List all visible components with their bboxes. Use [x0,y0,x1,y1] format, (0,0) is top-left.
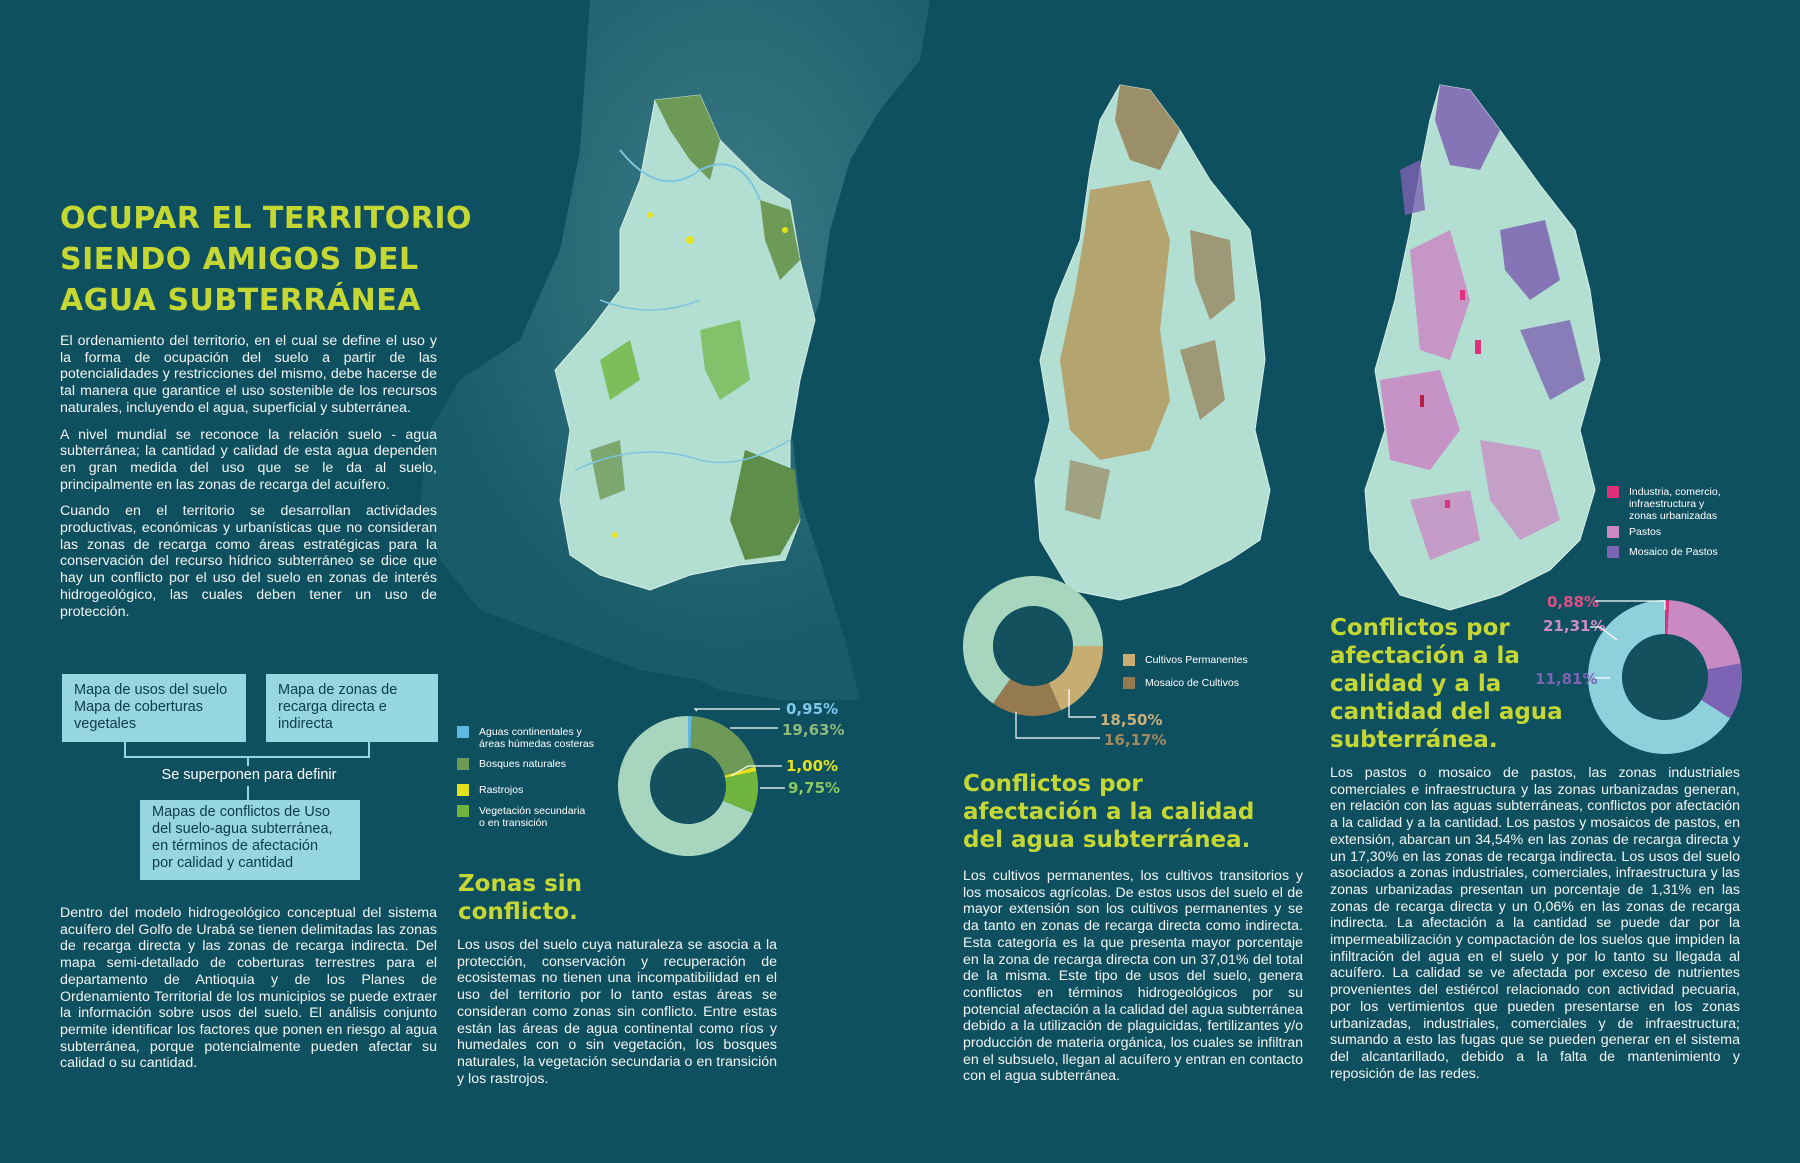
pct-label: 21,31% [1543,617,1606,635]
diagram-box-line: Mapas de conflictos de Uso [152,804,331,820]
legend-label-line: Vegetación secundaria [479,805,586,817]
diagram-box-line: por calidad y cantidad [152,855,294,871]
section-title-line: Conflictos por [963,771,1143,797]
legend-label-line: Aguas continentales y [479,726,582,738]
diagram-box-line: vegetales [74,716,137,732]
diagram-box-line: recarga directa e [278,699,387,715]
legend-label: Rastrojos [479,784,524,796]
diagram-box-line: en términos de afectación [152,838,319,854]
pct-label: 16,17% [1104,731,1167,749]
diagram-box-line: del suelo-agua subterránea, [152,821,333,837]
pct-label: 9,75% [788,779,841,797]
text-sin-conflicto: Los usos del suelo cuya naturaleza se asocia a la protección, conservación y recuperación de ecosistemas no tienen una incompatibilidad en el uso del territorio por lo tanto estas áreas se consideran como zonas sin conflicto. Entre estas están las áreas de agua continental como ríos y humedales con o sin vegetación, los bosques naturales, la vegetación secundaria o en transición y los rastrojos. [457,937,777,1087]
text-calidad: Los cultivos permanentes, los cultivos transitorios y los mosaicos agrícolas. De estos usos del suelo el de mayor extensión son los cultivos permanentes y se da tanto en zonas de recarga directa como indirecta. Esta categoría es la que presenta mayor porcentaje en la zona de recarga directa con un 37,01% del total de la misma. Este tipo de usos del suelo, genera conflictos en términos hidrogeológicos por su potencial afectación a la calidad del agua subterránea debido a la utilización de plaguicidas, fertilizantes y/o producción de materia orgánica, los cuales se infiltran en el subsuelo, llegan al acuífero y entran en contacto con el agua subterránea. [963,868,1303,1085]
title-line: SIENDO AMIGOS DEL [60,242,419,277]
bottom-paragraph: Dentro del modelo hidrogeológico conceptual del sistema acuífero del Golfo de Urabá se tienen delimitadas las zonas de recarga directa y las zonas de recarga indirecta. Del mapa semi-detallado de coberturas terrestres para el departamento de Antioquia y de los Planes de Ordenamiento Territorial de los municipios se puede extraer la información sobre usos del suelo. El análisis conjunto permite identificar los factores que ponen en riesgo al agua subterránea, porque potencialmente pueden afectar su calidad o su cantidad. [60,905,437,1072]
legend-label-line: zonas urbanizadas [1629,510,1718,522]
section-title-line: afectación a la [1330,643,1520,669]
intro-paragraph: A nivel mundial se reconoce la relación suelo - agua subterránea; la cantidad y calidad de esta agua dependen en gran medida del uso que se le da al suelo, principalmente en las zonas de recarga del acuífero. [60,426,437,493]
diagram-box-line: Mapa de coberturas [74,699,203,715]
section-title-line: conflicto. [458,899,578,925]
diagram-box-line: indirecta [278,716,333,732]
intro-paragraph: El ordenamiento del territorio, en el cual se define el uso y la forma de ocupación del suelo a partir de las potencialidades y restricciones del mismo, debe hacerse de tal manera que garantice el uso sostenible de los recursos naturales, incluyendo el agua, superficial y subterránea. [60,333,437,416]
section-title-line: calidad y a la [1330,671,1502,697]
section-title-line: Conflictos por [1330,615,1510,641]
legend-label: Pastos [1629,526,1662,538]
legend-label: Cultivos Permanentes [1145,654,1248,666]
pct-label: 19,63% [782,721,845,739]
section-title-line: cantidad del agua [1330,699,1563,725]
legend-label: Bosques naturales [479,758,566,770]
pct-label: 18,50% [1100,711,1163,729]
legend-label-line: áreas húmedas costeras [479,738,594,750]
legend-label-line: infraestructura y [1629,498,1705,510]
section-title-line: Zonas sin [458,871,583,897]
pct-label: 0,95% [786,700,839,718]
text-cantidad: Los pastos o mosaico de pastos, las zonas industriales comerciales e infraestructura y las zonas urbanizadas generan, en relación con las aguas subterráneas, conflictos por afectación a la calidad y a la cantidad. Los pastos y mosaicos de pastos, en extensión, abarcan un 34,54% en las zonas de recarga directa y un 17,30% en las zonas de recarga indirecta. Los usos del suelo asociados a zonas industriales, comerciales, infraestructura y las zonas urbanizadas presentan un porcentaje de 1,31% en las zonas de recarga directa y un 0,06% en las zonas de recarga indirecta. La afectación a la cantidad se puede dar por la impermeabilización y compactación de los suelos que impiden la infiltración del agua en el suelo y por lo tanto su llegada al acuífero. La calidad se ve afectada por exceso de nutrientes provenientes del estiércol relacionado con actividad pecuaria, por los vertimientos que pueden presentarse en los zonas urbanizadas, industriales, comerciales y de infraestructura; sumando a esto las fugas que se pueden generar en el sistema del alcantarillado, debido a la falta de mantenimiento y reposición de las redes. [1330,765,1740,1082]
title-line: AGUA SUBTERRÁNEA [60,283,421,318]
pct-label: 1,00% [786,757,839,775]
pct-label: 11,81% [1535,670,1598,688]
section-title-line: del agua subterránea. [963,827,1251,853]
legend-label: Mosaico de Pastos [1629,546,1718,558]
section-title-line: subterránea. [1330,727,1498,753]
pct-label: 0,88% [1547,593,1600,611]
intro-paragraph: Cuando en el territorio se desarrollan actividades productivas, económicas y urbanísticas que no consideran las zonas de recarga como áreas estratégicas para la conservación del recurso hídrico subterráneo se dice que hay un conflicto por el uso del suelo en zonas de interés hidrogeológico, las cuales deben tener un uso de protección. [60,503,437,620]
diagram-box-line: Mapa de usos del suelo [74,682,228,698]
legend-label-line: o en transición [479,817,548,829]
title-line: OCUPAR EL TERRITORIO [60,201,472,236]
legend-label-line: Industria, comercio, [1629,486,1721,498]
legend-label: Mosaico de Cultivos [1145,677,1239,689]
diagram-box-line: Mapa de zonas de [278,682,398,698]
section-title-line: afectación a la calidad [963,799,1255,825]
diagram-connector-label: Se superponen para definir [161,767,337,783]
